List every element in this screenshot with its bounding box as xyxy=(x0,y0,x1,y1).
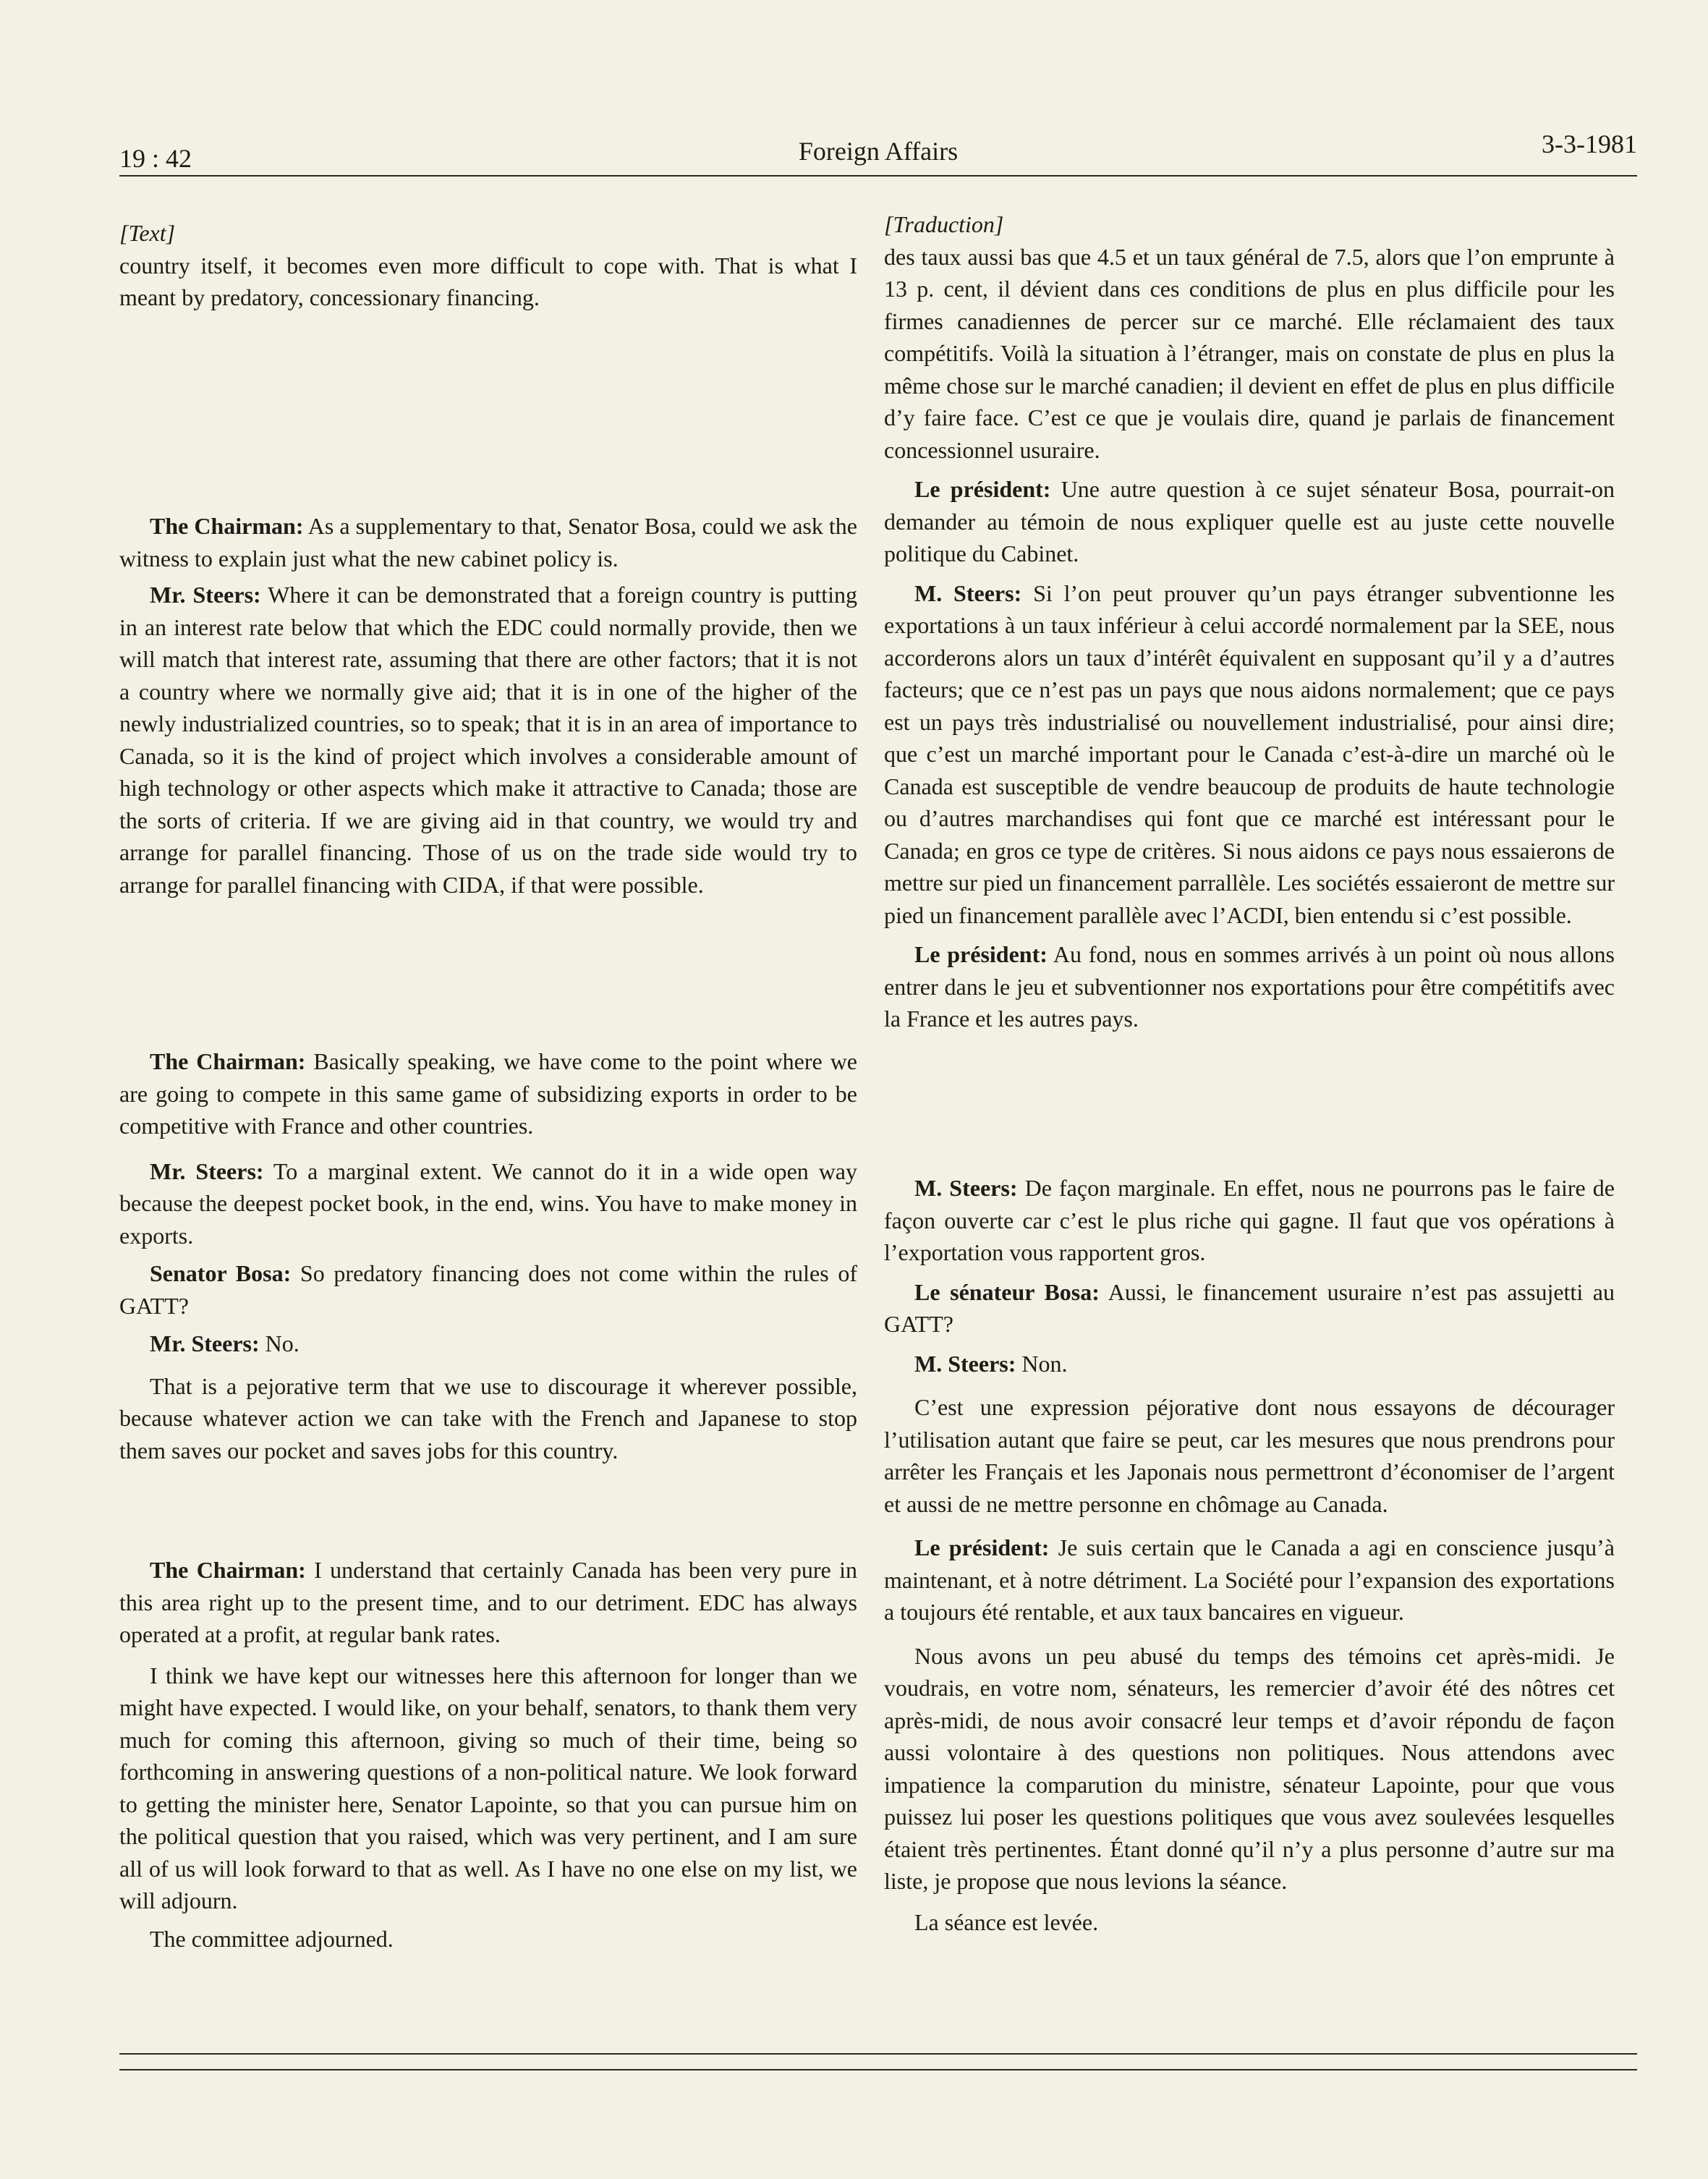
paragraph: That is a pejorative term that we use to discourage it wherever possible, because whatever action we can take with the French and Japanese to stop them saves our pocket and saves jobs for this country. xyxy=(119,1372,857,1464)
speech-text: Aussi, le financement usuraire n’est pas assujetti au GATT? xyxy=(884,1278,1615,1337)
english-column-block-2 xyxy=(119,510,857,901)
paragraph xyxy=(119,1328,857,1360)
speech-text: Basically speaking, we have come to the point where we are going to compete in this same game of subsidizing exports in order to be competitive with France and other countries. xyxy=(119,1048,858,1139)
paragraph xyxy=(884,1348,1615,1380)
speech-text: Une autre question à ce sujet sénateur Bosa, pourrait-on demander au témoin de nous expliquer quelle est au juste cette nouvelle politique du Cabinet. xyxy=(884,476,1615,566)
speaker-name: Mr. Steers: xyxy=(150,582,261,608)
running-title: Foreign Affairs xyxy=(798,137,959,166)
paragraph xyxy=(119,1045,857,1142)
speaker-name: Mr. Steers: xyxy=(150,1158,264,1184)
page-header xyxy=(119,129,1637,172)
french-column-block-2 xyxy=(884,1172,1615,1938)
speech-text: No. xyxy=(259,1330,299,1356)
speech-text: So predatory financing does not come within the rules of GATT? xyxy=(119,1260,858,1319)
paragraph: La séance est levée. xyxy=(914,1908,1099,1935)
paragraph: Nous avons un peu abusé du temps des témoins cet après-midi. Je voudrais, en votre nom, sénateurs, les remercier d’avoir été des nôtres cet après-midi, de nous avoir consacré leur temps et d’avoir répondu de façon aussi volontaire à des questions non politiques. Nous attendons avec impatience la comparution du ministre, sénateur Lapointe, pour que vous puissez lui poser les questions politiques que vous avez soulevées lesquelles étaient très pertinentes. Étant donné qu’il n’y a plus personne d’autre sur ma liste, je propose que nous levions la séance. xyxy=(884,1642,1615,1894)
speech-text: De façon marginale. En effet, nous ne pourrons pas le faire de façon ouverte car c’est le plus riche qui gagne. Il faut que vos opérations à l’exportation vous rapportent gros. xyxy=(884,1175,1615,1265)
speech-text: I understand that certainly Canada has been very pure in this area right up to the present time, and to our detriment. EDC has always operated at a profit, at regular bank rates. xyxy=(119,1557,858,1647)
paragraph xyxy=(884,938,1615,1035)
speech-text: To a marginal extent. We cannot do it in a wide open way because the deepest pocket book, in the end, wins. You have to make money in exports. xyxy=(119,1158,858,1249)
page-number: 19 : 42 xyxy=(119,144,192,173)
paragraph: The committee adjourned. xyxy=(150,1925,394,1952)
paragraph xyxy=(884,1172,1615,1269)
english-column xyxy=(119,217,857,314)
paragraph: C’est une expression péjorative dont nous essayons de décourager l’utilisation autant que faire se peut, car les mesures que nous prendrons pour arrêter les Français et les Japonais nous permettront d’économiser de l’argent et aussi de ne mettre personne en chômage au Canada. xyxy=(884,1394,1615,1517)
speaker-name: Le président: xyxy=(914,1534,1050,1560)
speaker-name: M. Steers: xyxy=(914,579,1022,606)
paragraph xyxy=(119,510,857,574)
speaker-name: Le président: xyxy=(914,476,1051,502)
speaker-name: Le sénateur Bosa: xyxy=(914,1278,1100,1305)
language-marker-traduction: [Traduction] xyxy=(884,211,1004,237)
speaker-name: M. Steers: xyxy=(914,1350,1016,1377)
footer-rule-2 xyxy=(119,2069,1637,2070)
speaker-name: Le président: xyxy=(914,941,1048,967)
header-rule xyxy=(119,175,1637,177)
speech-text: Au fond, nous en sommes arrivés à un point où nous allons entrer dans le jeu et subventionner nos exportations pour être compétitifs avec la France et les autres pays. xyxy=(884,941,1615,1032)
english-column-block-3 xyxy=(119,1045,857,1466)
paragraph: des taux aussi bas que 4.5 et un taux général de 7.5, alors que l’on emprunte à 13 p. cent, il dévient dans ces conditions de plus en plus difficile pour les firmes canadiennes de percer sur ce marché. Elle réclamaient des taux compétitifs. Voilà la situation à l’étranger, mais on constate de plus en plus la même chose sur le marché canadien; il devient en effet de plus en plus difficile d’y faire face. C’est ce que je voulais dire, quand je parlais de financement concessionnel usuraire. xyxy=(884,243,1615,463)
speaker-name: The Chairman: xyxy=(150,1557,306,1583)
speaker-name: Mr. Steers: xyxy=(150,1330,260,1356)
paragraph: I think we have kept our witnesses here this afternoon for longer than we might have expected. I would like, on your behalf, senators, to thank them very much for coming this afternoon, giving so much of their time, being so forthcoming in answering questions of a non-political nature. We look forward to getting the minister here, Senator Lapointe, so that you can pursue him on the political question that you raised, which was very pertinent, and I am sure all of us will look forward to that as well. As I have no one else on my list, we will adjourn. xyxy=(119,1662,857,1913)
speech-text: As a supplementary to that, Senator Bosa, could we ask the witness to explain just what the new cabinet policy is. xyxy=(119,513,857,572)
paragraph xyxy=(119,579,857,901)
french-column xyxy=(884,208,1615,1035)
footer-rule xyxy=(119,2053,1637,2055)
speech-text: Je suis certain que le Canada a agi en conscience jusqu’à maintenant, et à notre détriment. La Société pour l’expansion des exportations a toujours été rentable, et aux taux bancaires en vigueur. xyxy=(884,1534,1615,1625)
speaker-name: The Chairman: xyxy=(150,1048,306,1074)
english-column-block-4 xyxy=(119,1554,857,1955)
issue-date: 3-3-1981 xyxy=(1542,129,1637,158)
paragraph xyxy=(119,1155,857,1252)
paragraph: country itself, it becomes even more difficult to cope with. That is what I meant by predatory, concessionary financing. xyxy=(119,252,857,310)
speaker-name: Senator Bosa: xyxy=(150,1260,292,1286)
speech-text: Si l’on peut prouver qu’un pays étranger subventionne les exportations à un taux inférieur à celui accordé normalement par la SEE, nous accorderons alors un taux d’intérêt équivalent en supposant qu’il y a d’autres facteurs; que ce n’est pas un pays que nous aidons normalement; que ce pays est un pays très industrialisé ou nouvellement industrialisé, pour ainsi dire; que c’est un marché important pour le Canada c’est-à-dire un marché où le Canada est susceptible de vendre beaucoup de produits de haute technologie ou d’autres marchandises qui font que ce marché est intéressant pour le Canada; en gros ce type de critères. Si nous aidons ce pays nous essaierons de mettre sur pied un financement parrallèle. Les sociétés essaieront de mettre sur pied un financement parallèle avec l’ACDI, bien entendu si c’est possible. xyxy=(884,579,1615,928)
paragraph xyxy=(884,1276,1615,1341)
speech-text: Non. xyxy=(1016,1350,1068,1377)
language-marker-text: [Text] xyxy=(119,220,176,246)
paragraph xyxy=(119,1554,857,1651)
speaker-name: M. Steers: xyxy=(914,1175,1018,1201)
paragraph xyxy=(884,1532,1615,1628)
paragraph xyxy=(884,473,1615,570)
speaker-name: The Chairman: xyxy=(150,513,304,539)
paragraph xyxy=(884,577,1615,932)
paragraph xyxy=(119,1257,857,1322)
speech-text: Where it can be demonstrated that a foreign country is putting in an interest rate below that which the EDC could normally provide, then we will match that interest rate, assuming that there are other factors; that it is not a country where we normally give aid; that it is in one of the higher of the newly industrialized countries, so to speak; that it is in an area of importance to Canada, so it is the kind of project which involves a considerable amount of high technology or other aspects which make it attractive to Canada; those are the sorts of criteria. If we are giving aid in that country, we would try and arrange for parallel financing. Those of us on the trade side would try to arrange for parallel financing with CIDA, if that were possible. xyxy=(119,582,858,898)
